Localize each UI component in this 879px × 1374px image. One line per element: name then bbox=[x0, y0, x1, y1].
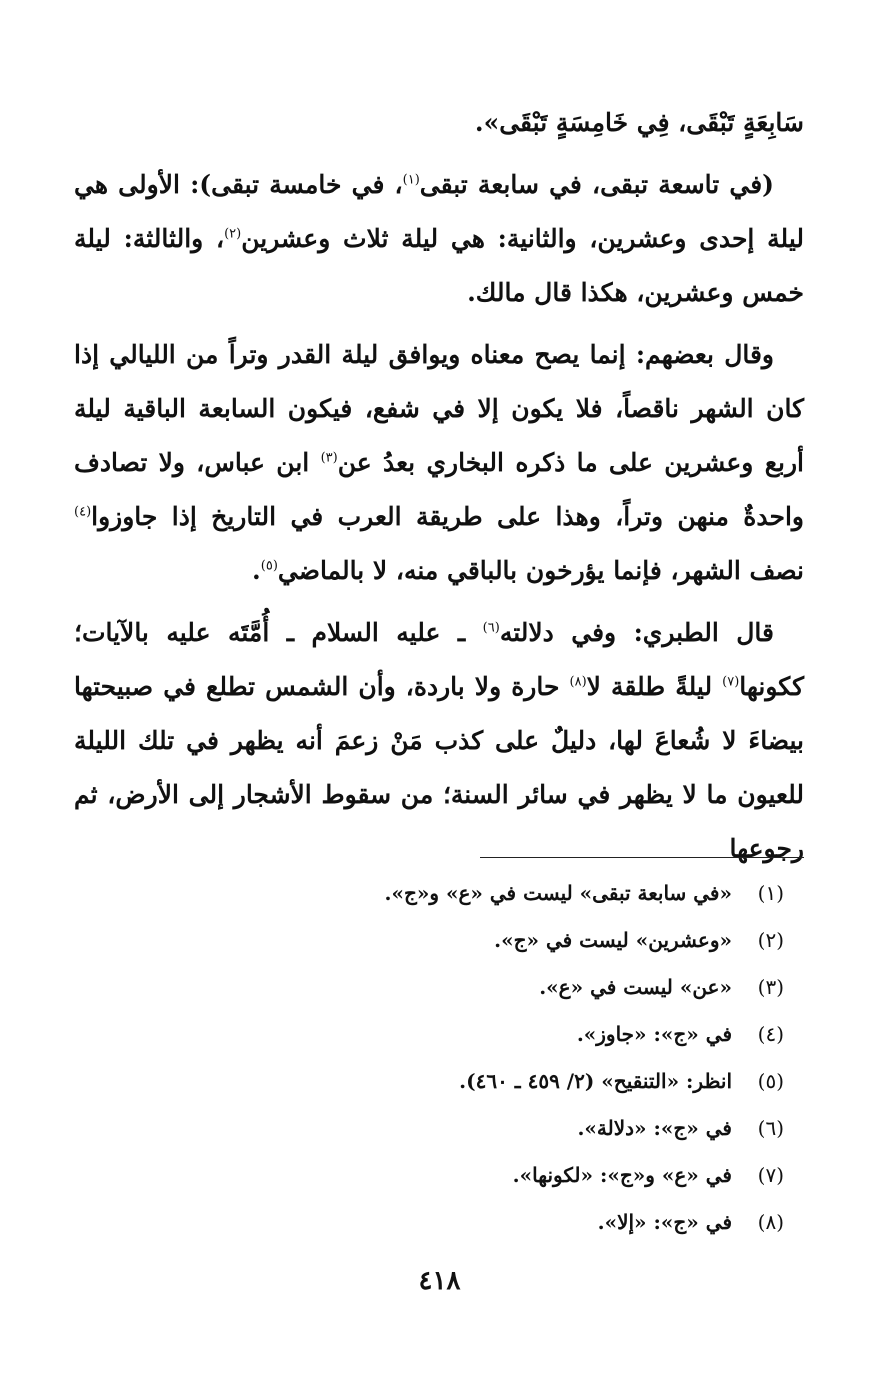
footnote-ref: (١) bbox=[402, 172, 420, 188]
footnote-text: في «ج»: «إلا». bbox=[597, 1210, 732, 1234]
footnote-text: «عن» ليست في «ع». bbox=[539, 975, 732, 999]
footnote-number: (١) bbox=[757, 881, 784, 905]
paragraph-text: وقال بعضهم: إنما يصح معناه ويوافق ليلة القدر وتراً من الليالي إذا كان الشهر ناقصاً، فلا يكون إلا في شفع، فيكون السابعة الباقية ليلة أربع وعشرين على ما ذكره البخاري بعدُ عن bbox=[74, 340, 804, 477]
footnote-number: (٨) bbox=[757, 1210, 784, 1234]
footnote bbox=[90, 1011, 784, 1058]
paragraph-text: ، والثالثة: ليلة خمس وعشرين، هكذا قال مالك. bbox=[74, 224, 804, 307]
paragraph-text: سَابِعَةٍ تَبْقَى، فِي خَامِسَةٍ تَبْقَى». bbox=[474, 108, 804, 137]
main-text bbox=[74, 96, 804, 884]
footnote bbox=[90, 870, 784, 917]
paragraph-text: ، في خامسة تبقى): الأولى هي ليلة إحدى وعشرين، والثانية: هي ليلة ثلاث وعشرين bbox=[74, 170, 804, 253]
footnote-ref: (٢) bbox=[224, 226, 242, 242]
footnote-separator bbox=[480, 857, 804, 858]
footnote-number: (٤) bbox=[757, 1022, 784, 1046]
footnote-ref: (٨) bbox=[569, 674, 587, 690]
footnote bbox=[90, 964, 784, 1011]
paragraph-text: قال الطبري: وفي دلالته bbox=[499, 618, 774, 647]
footnote-ref: (٤) bbox=[74, 504, 92, 520]
footnote-text: في «ج»: «دلالة». bbox=[577, 1116, 732, 1140]
footnote-text: انظر: «التنقيح» (٢/ ٤٥٩ ـ ٤٦٠). bbox=[459, 1069, 732, 1093]
footnotes bbox=[90, 870, 784, 1246]
footnote-text: «وعشرين» ليست في «ج». bbox=[494, 928, 732, 952]
paragraph-text: حارة ولا باردة، وأن الشمس تطلع في صبيحتها بيضاءَ لا شُعاعَ لها، دليلٌ على كذب مَنْ زعمَ أنه يظهر في تلك الليلة للعيون ما لا يظهر في سائر السنة؛ من سقوط الأشجار إلى الأرض، ثم رجوعها bbox=[74, 672, 804, 863]
footnote-number: (٧) bbox=[757, 1163, 784, 1187]
footnote bbox=[90, 1199, 784, 1246]
paragraph-text: . bbox=[252, 556, 261, 585]
footnote-ref: (٣) bbox=[320, 450, 338, 466]
paragraph bbox=[74, 606, 804, 876]
paragraph-text: ـ عليه السلام ـ أُمَّتَه عليه بالآيات؛ ككونها bbox=[74, 618, 804, 701]
page-number: ٤١٨ bbox=[418, 1266, 461, 1296]
paragraph-text: (في تاسعة تبقى، في سابعة تبقى bbox=[419, 170, 775, 199]
footnote bbox=[90, 1152, 784, 1199]
footnote-ref: (٧) bbox=[722, 674, 740, 690]
paragraph-text: نصف الشهر، فإنما يؤرخون بالباقي منه، لا بالماضي bbox=[277, 556, 804, 585]
footnote-ref: (٥) bbox=[260, 558, 278, 574]
footnote-ref: (٦) bbox=[482, 620, 500, 636]
paragraph-text: ليلةً طلقة لا bbox=[586, 672, 723, 701]
footnote bbox=[90, 1105, 784, 1152]
footnote bbox=[90, 1058, 784, 1105]
footnote-number: (٢) bbox=[757, 928, 784, 952]
paragraph-text: ابن عباس، ولا تصادف واحدةٌ منهن وتراً، وهذا على طريقة العرب في التاريخ إذا جاوزوا bbox=[74, 448, 804, 531]
footnote-text: في «ج»: «جاوز». bbox=[576, 1022, 732, 1046]
footnote bbox=[90, 917, 784, 964]
paragraph bbox=[74, 96, 804, 150]
footnote-text: «في سابعة تبقى» ليست في «ع» و«ج». bbox=[384, 881, 732, 905]
paragraph bbox=[74, 158, 804, 320]
footnote-text: في «ع» و«ج»: «لكونها». bbox=[512, 1163, 732, 1187]
paragraph bbox=[74, 328, 804, 598]
footnote-number: (٦) bbox=[757, 1116, 784, 1140]
footnote-number: (٣) bbox=[757, 975, 784, 999]
footnote-number: (٥) bbox=[757, 1069, 784, 1093]
